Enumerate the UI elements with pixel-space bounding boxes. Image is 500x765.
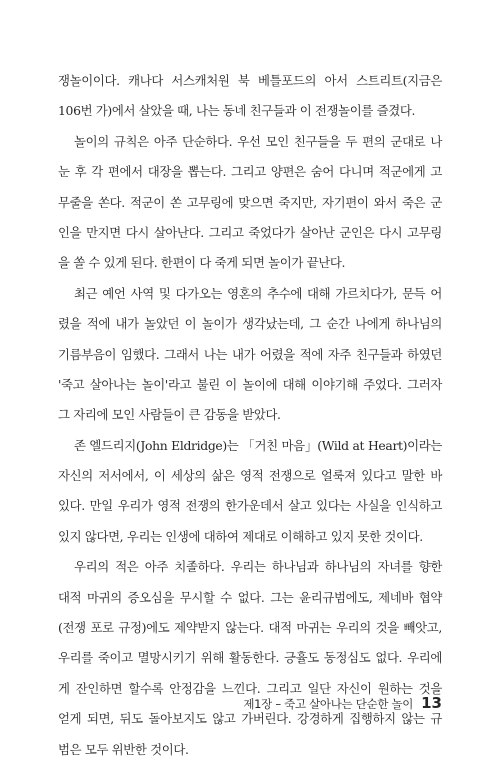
page-footer — [243, 694, 442, 716]
running-chapter-title: 제1장 – 죽고 살아나는 단순한 놀이 — [243, 697, 414, 711]
body-line: '죽고 살아나는 놀이'라고 불린 이 놀이에 대해 이야기해 주었다. 그러자 — [58, 376, 442, 392]
body-line: 최근 예언 사역 및 다가오는 영혼의 추수에 대해 가르치다가, 문득 어 — [74, 285, 442, 301]
body-line: 얻게 되면, 뒤도 돌아보지도 않고 가버린다. 강경하게 집행하지 않는 규 — [58, 711, 442, 727]
body-line: 기름부음이 임했다. 그래서 나는 내가 어렸을 적에 자주 친구들과 하였던 — [58, 346, 442, 362]
body-line: 대적 마귀의 증오심을 무시할 수 없다. 그는 윤리규범에도, 제네바 협약 — [58, 589, 442, 605]
body-line: 있다. 만일 우리가 영적 전쟁의 한가운데서 살고 있다는 사실을 인식하고 — [58, 498, 442, 514]
body-line: 인을 만지면 다시 살아난다. 그리고 죽었다가 살아난 군인은 다시 고무링 — [58, 224, 442, 240]
body-line: 그 자리에 모인 사람들이 큰 감동을 받았다. — [58, 407, 281, 423]
body-line: 눈 후 각 편에서 대장을 뽑는다. 그리고 양편은 숨어 다니며 적군에게 고 — [58, 164, 442, 180]
body-line: 106번 가)에서 살았을 때, 나는 동네 친구들과 이 전쟁놀이를 즐겼다. — [58, 103, 416, 119]
body-line: 우리의 적은 아주 치졸하다. 우리는 하나님과 하나님의 자녀를 향한 — [74, 559, 442, 575]
body-line: 놀이의 규칙은 아주 단순하다. 우선 모인 친구들을 두 편의 군대로 나 — [74, 133, 442, 149]
page-number: 13 — [421, 694, 442, 712]
body-line: 렸을 적에 내가 놀았던 이 놀이가 생각났는데, 그 순간 나에게 하나님의 — [58, 316, 442, 332]
body-text — [58, 66, 442, 765]
body-line: 쟁놀이이다. 캐나다 서스캐처원 북 베틀포드의 아서 스트리트(지금은 — [58, 73, 442, 88]
body-line: 있지 않다면, 우리는 인생에 대하여 제대로 이해하고 있지 못한 것이다. — [58, 528, 423, 544]
body-line: 을 쏠 수 있게 된다. 한편이 다 죽게 되면 놀이가 끝난다. — [58, 255, 346, 271]
body-line: 존 엘드리지(John Eldridge)는 「거친 마음」(Wild at Heart)이라는 — [74, 437, 442, 453]
body-line: 게 잔인하면 할수록 안정감을 느낀다. 그리고 일단 자신이 원하는 것을 — [58, 680, 442, 696]
body-line: 범은 모두 위반한 것이다. — [58, 741, 189, 757]
body-line: 무줄을 쏜다. 적군이 쏜 고무링에 맞으면 죽지만, 자기편이 와서 죽은 군 — [58, 194, 442, 210]
body-line: (전쟁 포로 규정)에도 제약받지 않는다. 대적 마귀는 우리의 것을 빼앗고, — [58, 620, 442, 636]
body-line: 자신의 저서에서, 이 세상의 삶은 영적 전쟁으로 얼룩져 있다고 말한 바 — [58, 468, 442, 484]
body-line: 우리를 죽이고 멸망시키기 위해 활동한다. 긍휼도 동정심도 없다. 우리에 — [58, 650, 442, 666]
